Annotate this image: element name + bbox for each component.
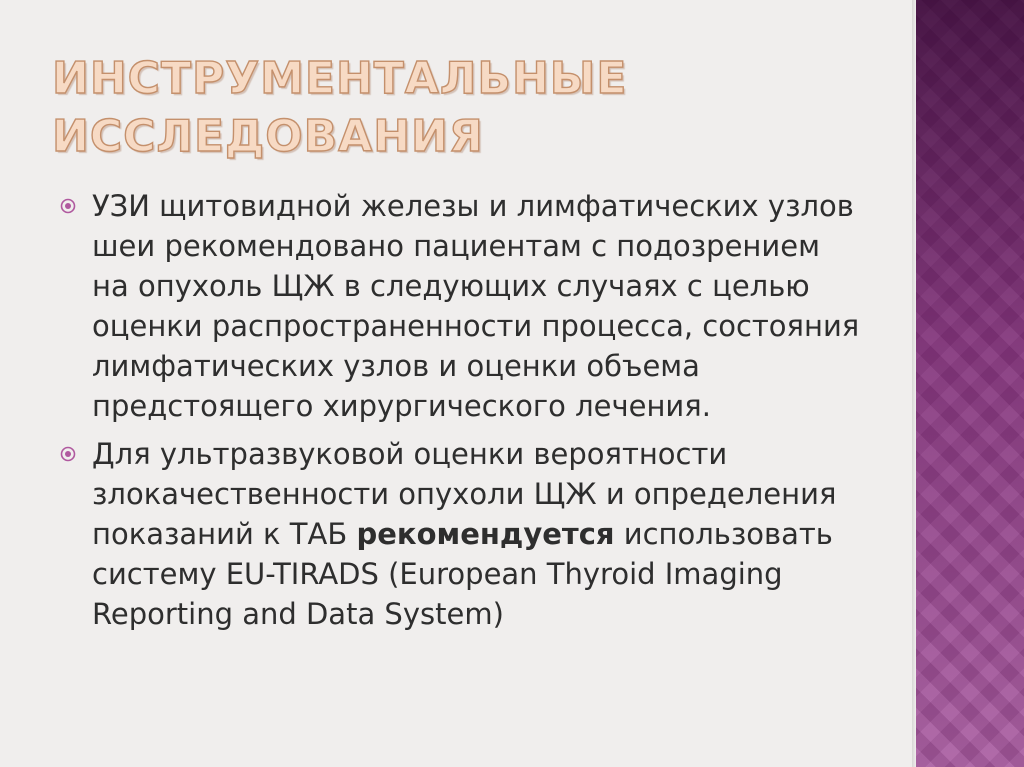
target-bullet-icon [60, 198, 76, 214]
title-line-2: ИССЛЕДОВАНИЯ [52, 111, 484, 162]
bullet-text-part: Для ультразвуковой оценки вероятности злокачественности опухоли ЩЖ и определения показаний к ТАБ [92, 437, 837, 551]
bullet-text: УЗИ щитовидной железы и лимфатических узлов шеи рекомендовано пациентам с подозрением на опухоль ЩЖ в следующих случаях с целью оценки распространенности процесса, состояния лимфатических узлов и оценки объема предстоящего хирургического лечения. [92, 189, 860, 423]
decorative-side-band [916, 0, 1024, 767]
bullet-item-ultrasound [60, 186, 860, 426]
title-line-1: ИНСТРУМЕНТАЛЬНЫЕ [52, 53, 628, 104]
bullet-text-emphasis: рекомендуется [356, 517, 615, 551]
bullet-item-eu-tirads [60, 434, 860, 634]
target-bullet-icon [60, 446, 76, 462]
bullet-text-part: использовать систему EU-TIRADS (European Thyroid Imaging Reporting and Data System) [92, 517, 833, 631]
slide-title [52, 50, 627, 166]
bullet-list [60, 186, 860, 642]
bullet-text [92, 434, 860, 634]
